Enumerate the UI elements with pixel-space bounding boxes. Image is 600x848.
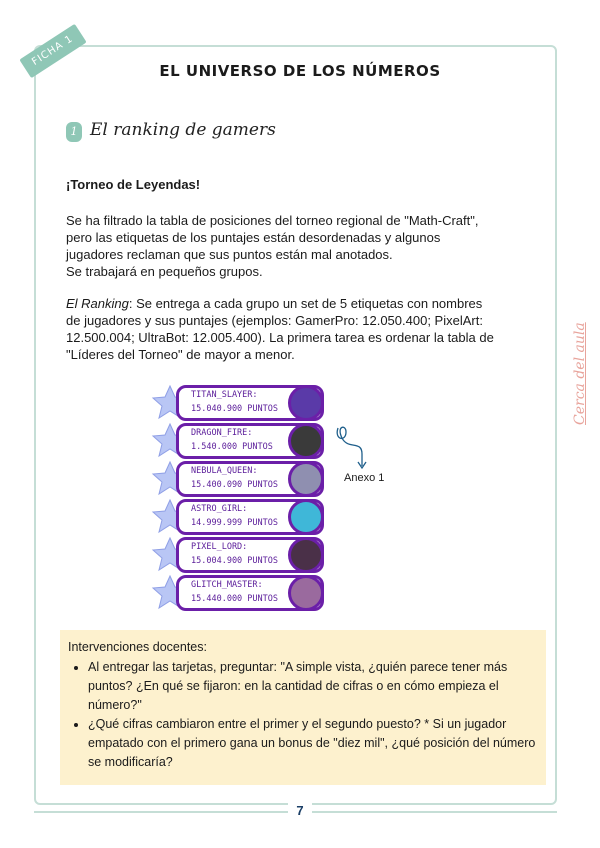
gamer-card (150, 459, 325, 497)
avatar (288, 575, 324, 611)
avatar (288, 499, 324, 535)
box-title: Intervenciones docentes: (68, 640, 207, 654)
page-title: EL UNIVERSO DE LOS NÚMEROS (159, 62, 441, 80)
subtitle: ¡Torneo de Leyendas! (66, 177, 201, 192)
interventions-list (70, 658, 544, 772)
page-number-text: 7 (288, 803, 311, 818)
gamer-card (150, 535, 325, 573)
avatar (288, 537, 324, 573)
avatar (288, 385, 324, 421)
player-points: 1.540.000 PUNTOS (191, 442, 273, 452)
player-points: 15.440.000 PUNTOS (191, 594, 278, 604)
player-name: GLITCH_MASTER: (191, 580, 263, 590)
avatar (288, 423, 324, 459)
list-item: • ¿Qué cifras cambiaron entre el primer y el segundo puesto? * Si un jugador empatado con el primero gana un bonus de "diez mil", ¿qué posición del número se modificaría? (88, 715, 544, 772)
ranking-line: "Líderes del Torneo" de mayor a menor. (66, 347, 295, 362)
ranking-paragraph (66, 295, 544, 363)
gamer-card (150, 497, 325, 535)
card-body (176, 537, 324, 573)
intro-line: jugadores reclaman que sus puntos están mal anotados. (66, 247, 393, 262)
player-name: DRAGON_FIRE: (191, 428, 253, 438)
card-body (176, 385, 324, 421)
ranking-line: 12.500.004; UltraBot: 12.005.400). La primera tarea es ordenar la tabla de (66, 330, 494, 345)
gamer-card (150, 383, 325, 421)
teacher-interventions-box (60, 630, 546, 785)
player-points: 14.999.999 PUNTOS (191, 518, 278, 528)
intro-line: Se ha filtrado la tabla de posiciones del torneo regional de "Math-Craft", (66, 213, 479, 228)
card-body (176, 423, 324, 459)
page-number (0, 803, 600, 818)
player-points: 15.004.900 PUNTOS (191, 556, 278, 566)
ranking-line: de jugadores y sus puntajes (ejemplos: GamerPro: 12.050.400; PixelArt: (66, 313, 483, 328)
watermark: Cerca del aula (572, 322, 588, 425)
card-body (176, 575, 324, 611)
player-name: TITAN_SLAYER: (191, 390, 258, 400)
card-body (176, 499, 324, 535)
player-name: NEBULA_QUEEN: (191, 466, 258, 476)
ranking-line-text: : Se entrega a cada grupo un set de 5 etiquetas con nombres (128, 296, 483, 311)
intro-line: Se trabajará en pequeños grupos. (66, 264, 263, 279)
intro-line: pero las etiquetas de los puntajes están desordenadas y algunos (66, 230, 441, 245)
curly-arrow-icon (332, 420, 382, 475)
card-body (176, 461, 324, 497)
player-points: 15.400.090 PUNTOS (191, 480, 278, 490)
section-title: El ranking de gamers (90, 120, 276, 140)
ranking-lead: El Ranking (66, 296, 129, 311)
ficha-tag: FICHA 1 (19, 24, 86, 78)
annex-label: Anexo 1 (344, 472, 385, 484)
player-name: ASTRO_GIRL: (191, 504, 248, 514)
gamer-card (150, 421, 325, 459)
gamer-card (150, 573, 325, 611)
list-item: • Al entregar las tarjetas, preguntar: "A simple vista, ¿quién parece tener más puntos? ¿En qué se fijaron: en la cantidad de cifras o en cómo empieza el número?" (88, 658, 544, 715)
intro-paragraph (66, 212, 544, 280)
player-points: 15.040.900 PUNTOS (191, 404, 278, 414)
gamer-card-list (150, 383, 325, 611)
player-name: PIXEL_LORD: (191, 542, 248, 552)
section-number-badge: 1 (66, 122, 82, 142)
ranking-line (66, 295, 544, 312)
avatar (288, 461, 324, 497)
